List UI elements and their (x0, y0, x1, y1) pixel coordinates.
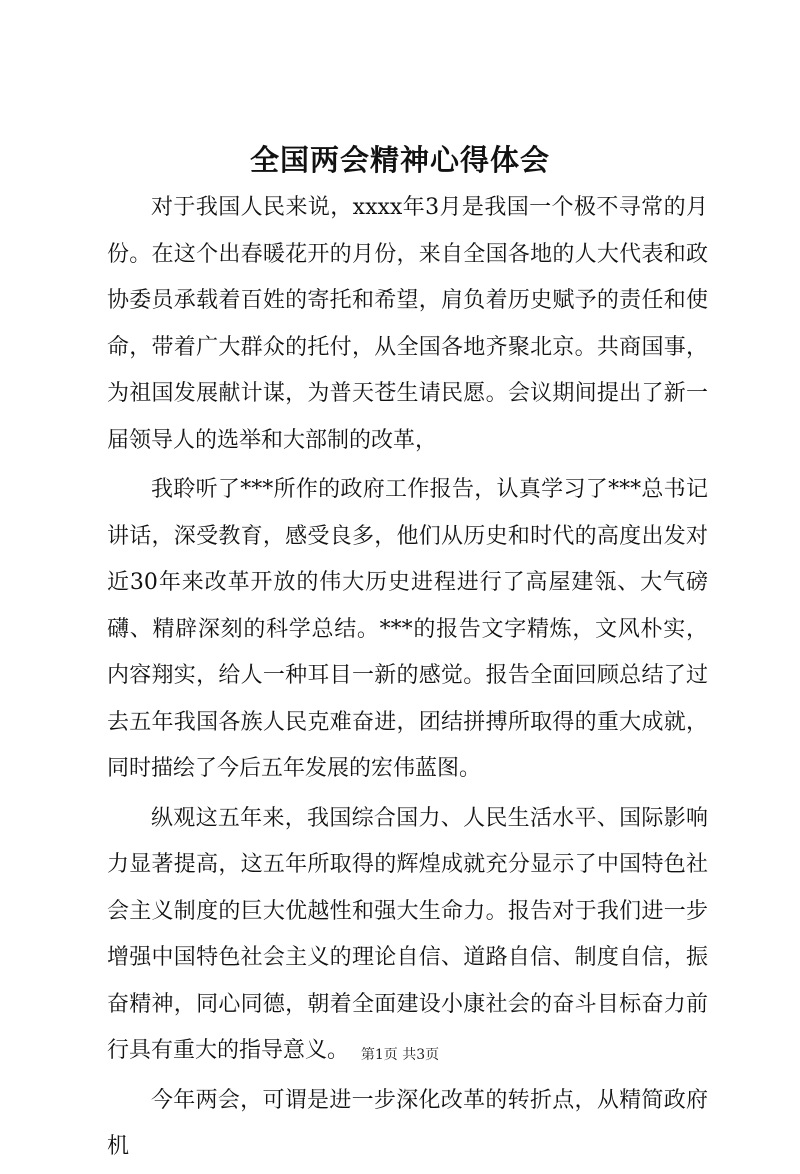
paragraph: 我聆听了***所作的政府工作报告，认真学习了***总书记讲话，深受教育，感受良多，他们从历史和时代的高度出发对近30年来改革开放的伟大历史进程进行了高屋建瓴、大气磅礴、精辟深刻的科学总结。***的报告文字精炼，文风朴实，内容翔实，给人一种耳目一新的感觉。报告全面回顾总结了过去五年我国各族人民克难奋进，团结拼搏所取得的重大成就，同时描绘了今后五年发展的宏伟蓝图。 (107, 477, 708, 781)
page-number-footer: 第1页 共3页 (360, 1047, 440, 1063)
paragraph: 对于我国人民来说，xxxx年3月是我国一个极不寻常的月份。在这个出春暖花开的月份，来自全国各地的人大代表和政协委员承载着百姓的寄托和希望，肩负着历史赋予的责任和使命，带着广大群众的托付，从全国各地齐聚北京。共商国事，为祖国发展献计谋，为普天苍生请民愿。会议期间提出了新一届领导人的选举和大部制的改革， (107, 195, 708, 453)
document-body (107, 185, 708, 1174)
paragraph: 今年两会，可谓是进一步深化改革的转折点，从精简政府机 (107, 1087, 708, 1159)
paragraph: 纵观这五年来，我国综合国力、人民生活水平、国际影响力显著提高，这五年所取得的辉煌成就充分显示了中国特色社会主义制度的巨大优越性和强大生命力。报告对于我们进一步增强中国特色社会主义的理论自信、道路自信、制度自信，振奋精神，同心同德，朝着全面建设小康社会的奋斗目标奋力前行具有重大的指导意义。 (107, 805, 708, 1063)
document-title: 全国两会精神心得体会 (249, 143, 550, 177)
